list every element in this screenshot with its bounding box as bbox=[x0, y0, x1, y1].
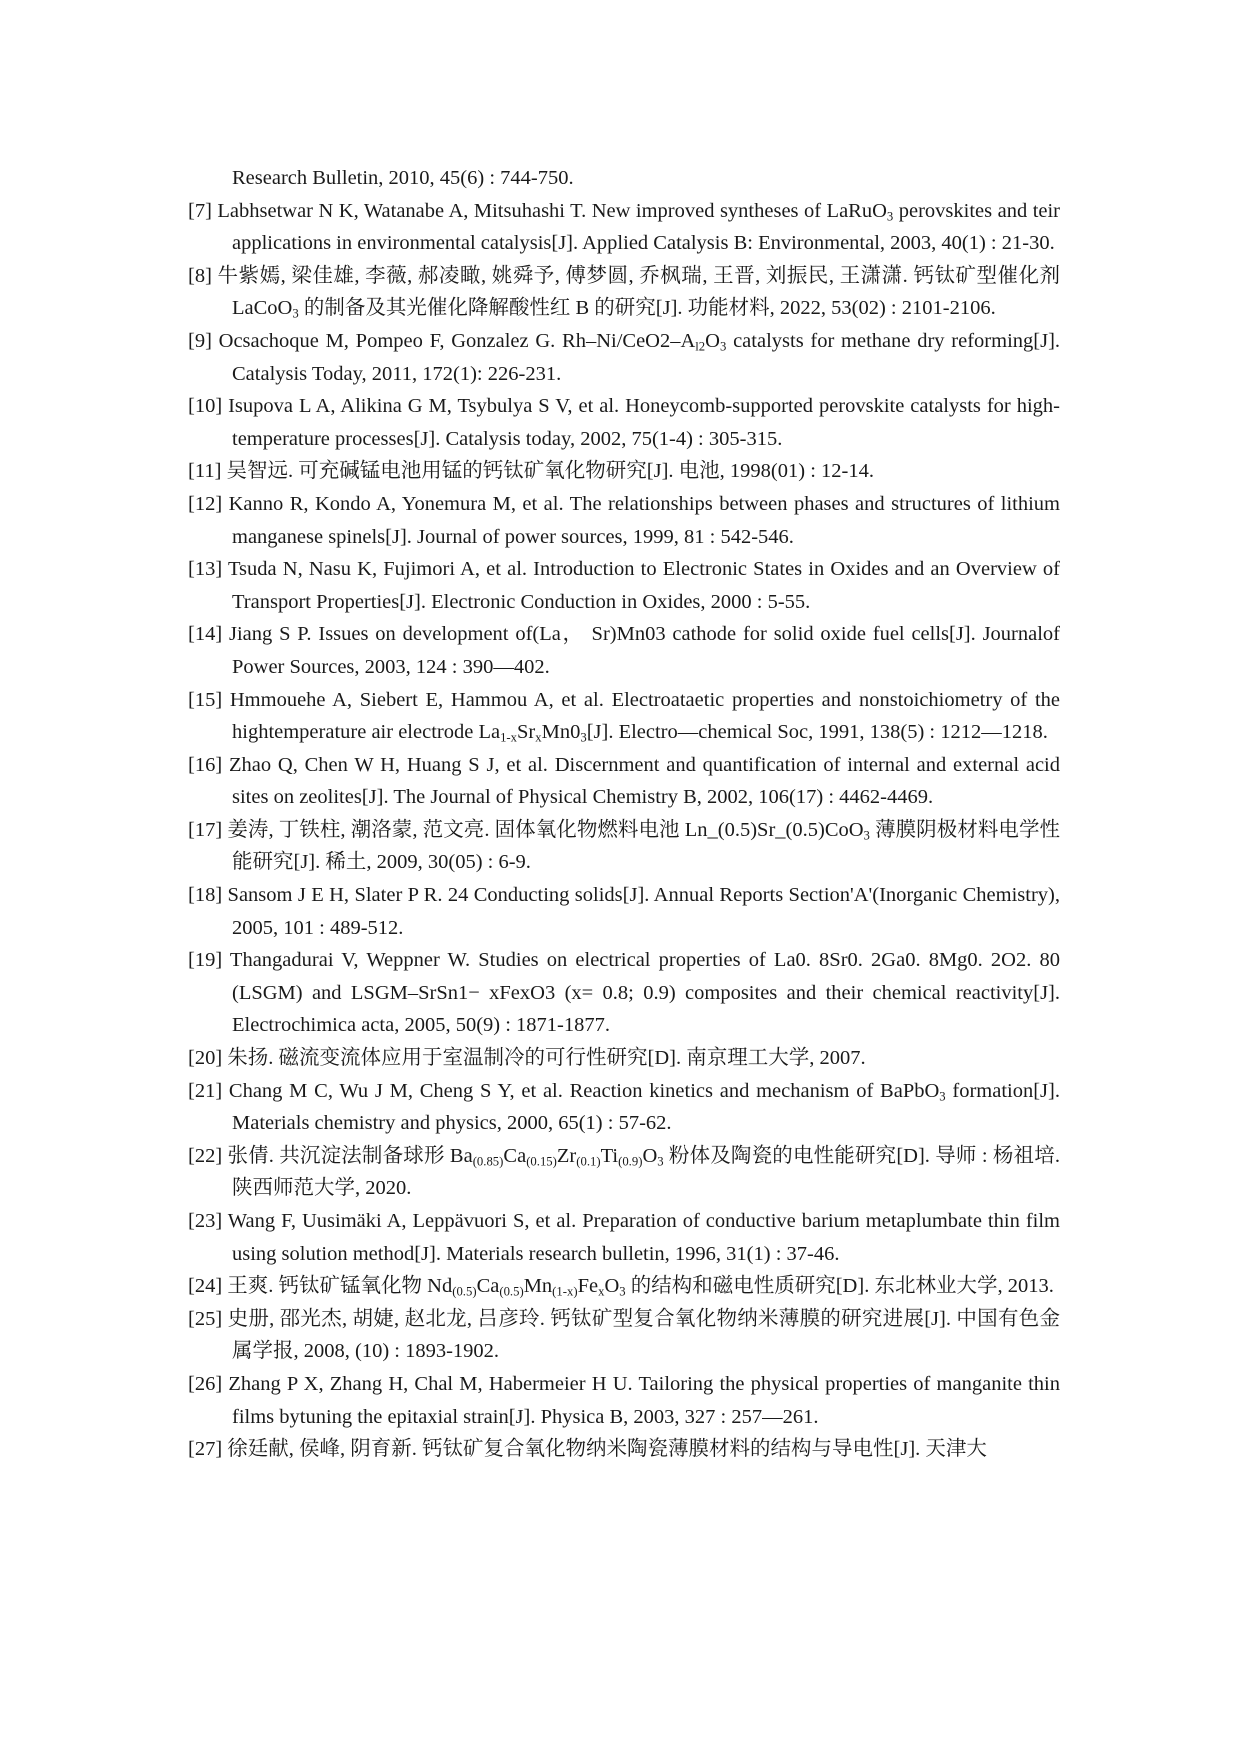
reference-text: Sansom J E H, Slater P R. 24 Conducting solids[J]. Annual Reports Section'A'(Inorganic Chemistry), 2005, 101 : 489-512. bbox=[227, 884, 1060, 939]
reference-entry bbox=[188, 260, 1060, 325]
reference-number: [27] bbox=[188, 1438, 228, 1461]
reference-entry bbox=[188, 1303, 1060, 1368]
reference-number: [13] bbox=[188, 558, 228, 581]
reference-number: [18] bbox=[188, 884, 228, 907]
reference-entry bbox=[188, 1270, 1060, 1303]
reference-entry bbox=[188, 1042, 1060, 1075]
reference-text: 姜涛, 丁铁柱, 潮洛蒙, 范文亮. 固体氧化物燃料电池 Ln_(0.5)Sr_(0.5)CoO$_3$ 薄膜阴极材料电学性能研究[J]. 稀土, 2009, 30(05) : 6-9. bbox=[227, 818, 1060, 874]
reference-entry bbox=[188, 1433, 1060, 1466]
reference-text: Labhsetwar N K, Watanabe A, Mitsuhashi T. New improved syntheses of LaRuO$_3$ perovskites and teir applications in environmental catalysis[J]. Applied Catalysis B: Environmental, 2003, 40(1) : 21-30. bbox=[217, 199, 1061, 255]
reference-number: [8] bbox=[188, 264, 218, 287]
reference-text: 王爽. 钙钛矿锰氧化物 $Nd_{(0.5)}Ca_{(0.5)}Mn_{(1-x)}Fe_xO_3$ 的结构和磁电性质研究[D]. 东北林业大学, 2013. bbox=[227, 1275, 1054, 1299]
reference-text: 史册, 邵光杰, 胡婕, 赵北龙, 吕彦玲. 钙钛矿型复合氧化物纳米薄膜的研究进展[J]. 中国有色金属学报, 2008, (10) : 1893-1902. bbox=[227, 1307, 1060, 1363]
reference-text: Hmmouehe A, Siebert E, Hammou A, et al. Electroataetic properties and nonstoichiometry of the hightemperature air electrode $La_{1-x}Sr_xMn0_3[J]$. Electro—chemical Soc, 1991, 138(5) : 1212—1218. bbox=[229, 688, 1060, 745]
reference-number: [7] bbox=[188, 199, 218, 222]
reference-text: 吴智远. 可充碱锰电池用锰的钙钛矿氧化物研究[J]. 电池, 1998(01) : 12-14. bbox=[226, 460, 874, 483]
reference-entry bbox=[188, 488, 1060, 553]
reference-number: [20] bbox=[188, 1047, 228, 1070]
reference-entry bbox=[188, 195, 1060, 260]
reference-number: [24] bbox=[188, 1275, 228, 1298]
reference-entry bbox=[188, 814, 1060, 879]
reference-entry bbox=[188, 1368, 1060, 1433]
reference-entry bbox=[188, 879, 1060, 944]
reference-entry bbox=[188, 553, 1060, 618]
reference-entry bbox=[188, 944, 1060, 1042]
reference-text: Wang F, Uusimäki A, Leppävuori S, et al. Preparation of conductive barium metaplumbate thin film using solution method[J]. Materials research bulletin, 1996, 31(1) : 37-46. bbox=[227, 1210, 1060, 1265]
reference-list bbox=[188, 162, 1060, 1466]
reference-entry bbox=[188, 1205, 1060, 1270]
reference-number: [9] bbox=[188, 329, 219, 352]
reference-text: Isupova L A, Alikina G M, Tsybulya S V, et al. Honeycomb-supported perovskite catalysts for high-temperature processes[J]. Catalysis today, 2002, 75(1-4) : 305-315. bbox=[228, 395, 1060, 450]
reference-number: [16] bbox=[188, 753, 229, 776]
reference-number: [12] bbox=[188, 492, 229, 515]
reference-text: Kanno R, Kondo A, Yonemura M, et al. The relationships between phases and structures of lithium manganese spinels[J]. Journal of power sources, 1999, 81 : 542-546. bbox=[228, 492, 1060, 548]
reference-entry bbox=[188, 749, 1060, 814]
reference-number: [22] bbox=[188, 1144, 228, 1167]
reference-number: [21] bbox=[188, 1079, 229, 1102]
reference-entry bbox=[188, 618, 1060, 683]
reference-entry bbox=[188, 390, 1060, 455]
reference-text: 朱扬. 磁流变流体应用于室温制冷的可行性研究[D]. 南京理工大学, 2007. bbox=[227, 1047, 866, 1070]
reference-number: [19] bbox=[188, 949, 230, 972]
reference-text: Research Bulletin, 2010, 45(6) : 744-750. bbox=[232, 167, 574, 189]
reference-entry bbox=[188, 1140, 1060, 1205]
reference-text: Zhao Q, Chen W H, Huang S J, et al. Discernment and quantification of internal and external acid sites on zeolites[J]. The Journal of Physical Chemistry B, 2002, 106(17) : 4462-4469. bbox=[228, 753, 1061, 809]
reference-text: 徐廷献, 侯峰, 阴育新. 钙钛矿复合氧化物纳米陶瓷薄膜材料的结构与导电性[J]. 天津大 bbox=[227, 1438, 987, 1461]
reference-number: [15] bbox=[188, 688, 230, 711]
reference-text: Tsuda N, Nasu K, Fujimori A, et al. Introduction to Electronic States in Oxides and an Overview of Transport Properties[J]. Electronic Conduction in Oxides, 2000 : 5-55. bbox=[227, 558, 1060, 613]
reference-number: [14] bbox=[188, 623, 229, 646]
reference-number: [26] bbox=[188, 1372, 229, 1395]
reference-entry bbox=[188, 325, 1060, 390]
reference-text: Ocsachoque M, Pompeo F, Gonzalez G. $Rh-Ni/CeO2-A_{l2}O_3$ catalysts for methane dry reforming[J]. Catalysis Today, 2011, 172(1): 226-231. bbox=[218, 329, 1061, 385]
reference-entry bbox=[188, 162, 1060, 195]
reference-entry bbox=[188, 684, 1060, 749]
reference-entry bbox=[188, 1075, 1060, 1140]
reference-text: Chang M C, Wu J M, Cheng S Y, et al. Reaction kinetics and mechanism of BaPbO$_3$ formation[J]. Materials chemistry and physics, 2000, 65(1) : 57-62. bbox=[228, 1079, 1060, 1135]
reference-number: [23] bbox=[188, 1210, 228, 1232]
reference-number: [11] bbox=[188, 460, 227, 483]
reference-text: Jiang S P. Issues on development of(La， Sr)Mn03 cathode for solid oxide fuel cells[J]. Journalof Power Sources, 2003, 124 : 390—402. bbox=[228, 623, 1061, 678]
reference-number: [10] bbox=[188, 395, 229, 418]
reference-text: Zhang P X, Zhang H, Chal M, Habermeier H U. Tailoring the physical properties of manganite thin films bytuning the epitaxial strain[J]. Physica B, 2003, 327 : 257—261. bbox=[228, 1372, 1060, 1428]
reference-entry bbox=[188, 455, 1060, 488]
reference-number: [17] bbox=[188, 818, 228, 841]
reference-text: 张倩. 共沉淀法制备球形 $Ba_{(0.85)}Ca_{(0.15)}Zr_{(0.1)}Ti_{(0.9)}O_3$ 粉体及陶瓷的电性能研究[D]. 导师 : 杨祖培. 陕西师范大学, 2020. bbox=[227, 1144, 1060, 1200]
reference-text: 牛紫嫣, 梁佳雄, 李薇, 郝凌瞰, 姚舜予, 傅梦圆, 乔枫瑞, 王晋, 刘振民, 王潇潇. 钙钛矿型催化剂 LaCoO$_3$ 的制备及其光催化降解酸性红 B 的研究[J]. 功能材料, 2022, 53(02) : 2101-2106. bbox=[217, 264, 1061, 321]
reference-text: Thangadurai V, Weppner W. Studies on electrical properties of La0. 8Sr0. 2Ga0. 8Mg0. 2O2. 80 (LSGM) and LSGM–SrSn1− xFexO3 (x= 0.8; 0.9) composites and their chemical reactivity[J]. Electrochimica acta, 2005, 50(9) : 1871-1877. bbox=[229, 949, 1060, 1037]
reference-number: [25] bbox=[188, 1307, 228, 1330]
